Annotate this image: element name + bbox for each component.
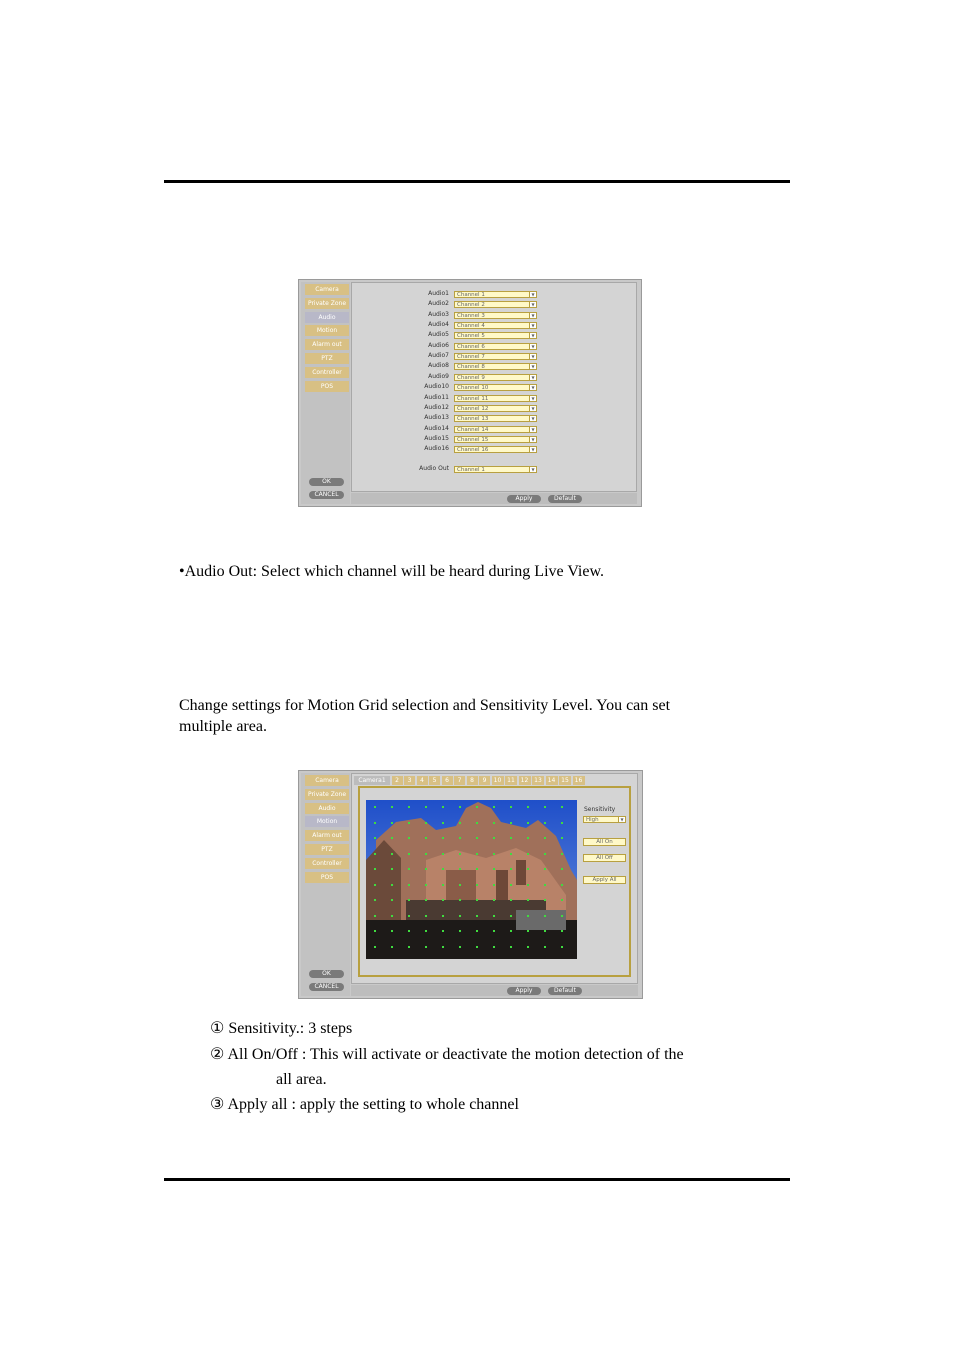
grid-cell-dot <box>459 822 461 824</box>
grid-cell-dot <box>544 806 546 808</box>
grid-cell-dot <box>391 899 393 901</box>
sidebar-item[interactable]: POS <box>305 381 349 392</box>
chevron-down-icon: ▼ <box>529 385 536 390</box>
grid-cell-dot <box>493 915 495 917</box>
grid-cell-dot <box>561 837 563 839</box>
apply-all-button[interactable]: Apply All <box>583 876 626 884</box>
grid-cell-dot <box>374 946 376 948</box>
grid-cell-dot <box>459 884 461 886</box>
grid-cell-dot <box>374 930 376 932</box>
grid-cell-dot <box>391 822 393 824</box>
grid-cell-dot <box>442 822 444 824</box>
chevron-down-icon: ▼ <box>529 375 536 380</box>
grid-cell-dot <box>493 884 495 886</box>
grid-cell-dot <box>408 930 410 932</box>
grid-cell-dot <box>544 915 546 917</box>
chevron-down-icon: ▼ <box>529 406 536 411</box>
grid-cell-dot <box>442 853 444 855</box>
audio-content <box>351 282 637 492</box>
grid-cell-dot <box>510 837 512 839</box>
header-rule <box>164 180 790 183</box>
grid-cell-dot <box>442 837 444 839</box>
sidebar-item[interactable]: Private Zone <box>305 298 349 309</box>
sidebar-item[interactable]: Controller <box>305 367 349 378</box>
audio-label: Audio14 <box>424 424 449 432</box>
sidebar-item[interactable]: Audio <box>305 803 349 814</box>
grid-cell-dot <box>476 915 478 917</box>
camera-tab[interactable]: 3 <box>404 776 415 785</box>
grid-cell-dot <box>527 884 529 886</box>
sidebar-item[interactable]: POS <box>305 872 349 883</box>
audio-channel-select[interactable]: Channel 14 ▼ <box>454 426 537 433</box>
grid-cell-dot <box>544 822 546 824</box>
settings-sidebar <box>301 773 350 996</box>
chevron-down-icon: ▼ <box>529 323 536 328</box>
grid-cell-dot <box>527 930 529 932</box>
camera-tab[interactable]: 7 <box>454 776 465 785</box>
chevron-down-icon: ▼ <box>529 364 536 369</box>
grid-cell-dot <box>510 868 512 870</box>
grid-cell-dot <box>527 915 529 917</box>
grid-cell-dot <box>442 868 444 870</box>
sidebar-item[interactable]: Private Zone <box>305 789 349 800</box>
grid-cell-dot <box>374 915 376 917</box>
grid-cell-dot <box>476 868 478 870</box>
motion-intro-line2: multiple area. <box>179 718 267 735</box>
chevron-down-icon: ▼ <box>529 447 536 452</box>
camera-preview[interactable] <box>366 800 577 959</box>
motion-content <box>351 773 638 984</box>
grid-cell-dot <box>425 806 427 808</box>
grid-cell-dot <box>476 930 478 932</box>
audio-label: Audio1 <box>428 290 449 297</box>
chevron-down-icon: ▼ <box>529 302 536 307</box>
motion-frame <box>358 786 631 977</box>
grid-cell-dot <box>374 884 376 886</box>
grid-cell-dot <box>425 930 427 932</box>
grid-cell-dot <box>561 853 563 855</box>
grid-cell-dot <box>374 837 376 839</box>
grid-cell-dot <box>561 868 563 870</box>
camera-tab[interactable]: 9 <box>479 776 490 785</box>
grid-cell-dot <box>510 884 512 886</box>
audio-footer <box>351 493 637 504</box>
audio-label: Audio15 <box>424 434 449 442</box>
chevron-down-icon: ▼ <box>529 437 536 442</box>
grid-cell-dot <box>391 930 393 932</box>
grid-cell-dot <box>459 915 461 917</box>
audio-out-select[interactable]: Channel 1 ▼ <box>454 466 537 473</box>
chevron-down-icon: ▼ <box>529 416 536 421</box>
audio-label: Audio8 <box>428 362 449 370</box>
audio-channel-select[interactable]: Channel 13 ▼ <box>454 415 537 422</box>
grid-cell-dot <box>408 899 410 901</box>
grid-cell-dot <box>425 822 427 824</box>
grid-cell-dot <box>425 884 427 886</box>
sidebar-item[interactable]: Motion <box>305 325 349 336</box>
grid-cell-dot <box>408 837 410 839</box>
grid-cell-dot <box>425 946 427 948</box>
audio-label: Audio10 <box>424 383 449 391</box>
grid-cell-dot <box>527 868 529 870</box>
sidebar-item[interactable]: Controller <box>305 858 349 869</box>
grid-cell-dot <box>442 884 444 886</box>
ok-button[interactable]: OK <box>309 970 344 978</box>
audio-channel-select[interactable]: Channel 4 ▼ <box>454 322 537 329</box>
grid-cell-dot <box>459 868 461 870</box>
cancel-button[interactable]: CANCEL <box>309 491 344 499</box>
sidebar-item[interactable]: Motion <box>305 816 349 827</box>
grid-cell-dot <box>510 915 512 917</box>
grid-cell-dot <box>374 899 376 901</box>
grid-cell-dot <box>408 884 410 886</box>
camera-tab[interactable]: 10 <box>492 776 504 785</box>
ok-button[interactable]: OK <box>309 478 344 486</box>
audio-channel-select[interactable]: Channel 5 ▼ <box>454 332 537 339</box>
camera-tab[interactable]: 5 <box>429 776 440 785</box>
camera-tab[interactable]: 13 <box>532 776 544 785</box>
grid-cell-dot <box>544 930 546 932</box>
default-button[interactable]: Default <box>548 987 582 995</box>
grid-cell-dot <box>561 946 563 948</box>
list-item-all-on-off: ② All On/Off : This will activate or deactivate the motion detection of the <box>210 1046 684 1063</box>
audio-settings-panel <box>298 279 642 507</box>
audio-channel-select[interactable]: Channel 10 ▼ <box>454 384 537 391</box>
grid-cell-dot <box>561 884 563 886</box>
chevron-down-icon: ▼ <box>529 344 536 349</box>
grid-cell-dot <box>408 946 410 948</box>
sidebar-item[interactable]: Alarm out <box>305 830 349 841</box>
grid-cell-dot <box>561 822 563 824</box>
grid-cell-dot <box>544 884 546 886</box>
grid-cell-dot <box>425 899 427 901</box>
grid-cell-dot <box>459 899 461 901</box>
audio-label: Audio3 <box>428 310 449 318</box>
audio-out-label: Audio Out <box>419 465 449 472</box>
camera-tab[interactable]: 2 <box>392 776 403 785</box>
grid-cell-dot <box>391 946 393 948</box>
grid-cell-dot <box>391 853 393 855</box>
grid-cell-dot <box>476 822 478 824</box>
cancel-button[interactable]: CANCEL <box>309 983 344 991</box>
audio-label: Audio13 <box>424 414 449 422</box>
grid-cell-dot <box>493 837 495 839</box>
apply-button[interactable]: Apply <box>507 987 541 995</box>
grid-cell-dot <box>476 899 478 901</box>
chevron-down-icon: ▼ <box>529 333 536 338</box>
grid-cell-dot <box>527 822 529 824</box>
grid-cell-dot <box>510 946 512 948</box>
audio-channel-select[interactable]: Channel 16 ▼ <box>454 446 537 453</box>
list-item-apply-all: ③ Apply all : apply the setting to whole channel <box>210 1096 519 1113</box>
audio-channel-select[interactable]: Channel 1 ▼ <box>454 291 537 298</box>
grid-cell-dot <box>510 853 512 855</box>
sidebar-item[interactable]: Camera <box>305 775 349 786</box>
grid-cell-dot <box>527 806 529 808</box>
grid-cell-dot <box>510 899 512 901</box>
grid-cell-dot <box>374 868 376 870</box>
grid-cell-dot <box>527 853 529 855</box>
grid-cell-dot <box>527 946 529 948</box>
chevron-down-icon: ▼ <box>529 313 536 318</box>
grid-cell-dot <box>459 853 461 855</box>
grid-cell-dot <box>442 806 444 808</box>
grid-cell-dot <box>442 899 444 901</box>
audio-label: Audio16 <box>424 445 449 453</box>
grid-cell-dot <box>374 822 376 824</box>
motion-footer <box>351 985 638 996</box>
grid-cell-dot <box>561 915 563 917</box>
audio-label: Audio4 <box>428 321 449 329</box>
audio-channel-select[interactable]: Channel 3 ▼ <box>454 312 537 319</box>
chevron-down-icon: ▼ <box>529 354 536 359</box>
apply-button[interactable]: Apply <box>507 495 541 503</box>
grid-cell-dot <box>544 853 546 855</box>
audio-label: Audio11 <box>424 393 449 401</box>
camera-tab[interactable]: 15 <box>559 776 571 785</box>
camera-tab[interactable]: 4 <box>417 776 428 785</box>
all-off-button[interactable]: All Off <box>583 854 626 862</box>
camera-tab[interactable]: 11 <box>505 776 517 785</box>
grid-cell-dot <box>374 806 376 808</box>
audio-label: Audio5 <box>428 331 449 339</box>
default-button[interactable]: Default <box>548 495 582 503</box>
grid-cell-dot <box>459 837 461 839</box>
sidebar-item[interactable]: Alarm out <box>305 339 349 350</box>
grid-cell-dot <box>391 884 393 886</box>
camera-tab[interactable]: 16 <box>573 776 585 785</box>
grid-cell-dot <box>493 853 495 855</box>
chevron-down-icon: ▼ <box>529 396 536 401</box>
chevron-down-icon: ▼ <box>529 427 536 432</box>
camera-tab[interactable]: Camera1 <box>354 776 390 785</box>
grid-cell-dot <box>476 946 478 948</box>
sensitivity-label: Sensitivity <box>584 806 616 813</box>
grid-cell-dot <box>425 868 427 870</box>
grid-cell-dot <box>425 837 427 839</box>
audio-channel-select[interactable]: Channel 7 ▼ <box>454 353 537 360</box>
grid-cell-dot <box>442 946 444 948</box>
grid-cell-dot <box>442 930 444 932</box>
audio-channel-select[interactable]: Channel 12 ▼ <box>454 405 537 412</box>
grid-cell-dot <box>561 899 563 901</box>
sidebar-item[interactable]: Audio <box>305 312 349 323</box>
grid-cell-dot <box>476 853 478 855</box>
motion-intro-line1: Change settings for Motion Grid selection and Sensitivity Level. You can set <box>179 697 671 714</box>
audio-label: Audio12 <box>424 403 449 411</box>
camera-tab[interactable]: 12 <box>519 776 531 785</box>
sensitivity-select[interactable]: High ▼ <box>583 816 626 823</box>
camera-tab[interactable]: 6 <box>442 776 453 785</box>
grid-cell-dot <box>493 868 495 870</box>
chevron-down-icon: ▼ <box>529 292 536 297</box>
list-item-all-on-off-cont: all area. <box>276 1071 327 1088</box>
grid-cell-dot <box>544 868 546 870</box>
audio-label: Audio2 <box>428 300 449 308</box>
list-item-sensitivity: ① Sensitivity.: 3 steps <box>210 1020 353 1037</box>
chevron-down-icon: ▼ <box>618 817 625 822</box>
grid-cell-dot <box>425 915 427 917</box>
grid-cell-dot <box>476 837 478 839</box>
sidebar-item[interactable]: PTZ <box>305 353 349 364</box>
grid-cell-dot <box>391 806 393 808</box>
grid-cell-dot <box>561 806 563 808</box>
grid-cell-dot <box>391 837 393 839</box>
grid-cell-dot <box>425 853 427 855</box>
audio-label: Audio9 <box>428 372 449 380</box>
grid-cell-dot <box>527 837 529 839</box>
all-on-button[interactable]: All On <box>583 838 626 846</box>
grid-cell-dot <box>476 884 478 886</box>
grid-cell-dot <box>493 822 495 824</box>
camera-tab[interactable]: 14 <box>546 776 558 785</box>
grid-cell-dot <box>510 930 512 932</box>
grid-cell-dot <box>544 837 546 839</box>
sidebar-item[interactable]: Camera <box>305 284 349 295</box>
audio-channel-select[interactable]: Channel 8 ▼ <box>454 363 537 370</box>
grid-cell-dot <box>408 822 410 824</box>
audio-channel-select[interactable]: Channel 15 ▼ <box>454 436 537 443</box>
grid-cell-dot <box>391 868 393 870</box>
grid-cell-dot <box>510 822 512 824</box>
grid-cell-dot <box>561 930 563 932</box>
grid-cell-dot <box>408 853 410 855</box>
sidebar-item[interactable]: PTZ <box>305 844 349 855</box>
grid-cell-dot <box>476 806 478 808</box>
grid-cell-dot <box>459 946 461 948</box>
camera-tab[interactable]: 8 <box>467 776 478 785</box>
audio-channel-select[interactable]: Channel 6 ▼ <box>454 343 537 350</box>
chevron-down-icon: ▼ <box>529 467 536 472</box>
footer-rule <box>164 1178 790 1181</box>
grid-cell-dot <box>527 899 529 901</box>
audio-channel-select[interactable]: Channel 9 ▼ <box>454 374 537 381</box>
grid-cell-dot <box>493 946 495 948</box>
grid-cell-dot <box>374 853 376 855</box>
grid-cell-dot <box>493 930 495 932</box>
audio-channel-select[interactable]: Channel 2 ▼ <box>454 301 537 308</box>
audio-channel-select[interactable]: Channel 11 ▼ <box>454 395 537 402</box>
audio-label: Audio6 <box>428 341 449 349</box>
grid-cell-dot <box>408 915 410 917</box>
settings-sidebar <box>301 282 350 504</box>
grid-cell-dot <box>408 806 410 808</box>
motion-grid[interactable] <box>366 800 577 959</box>
grid-cell-dot <box>459 930 461 932</box>
grid-cell-dot <box>510 806 512 808</box>
motion-settings-panel <box>298 770 643 999</box>
audio-out-note: •Audio Out: Select which channel will be heard during Live View. <box>179 563 604 580</box>
grid-cell-dot <box>493 806 495 808</box>
grid-cell-dot <box>459 806 461 808</box>
grid-cell-dot <box>544 946 546 948</box>
grid-cell-dot <box>391 915 393 917</box>
grid-cell-dot <box>408 868 410 870</box>
audio-label: Audio7 <box>428 352 449 360</box>
grid-cell-dot <box>544 899 546 901</box>
grid-cell-dot <box>442 915 444 917</box>
grid-cell-dot <box>493 899 495 901</box>
